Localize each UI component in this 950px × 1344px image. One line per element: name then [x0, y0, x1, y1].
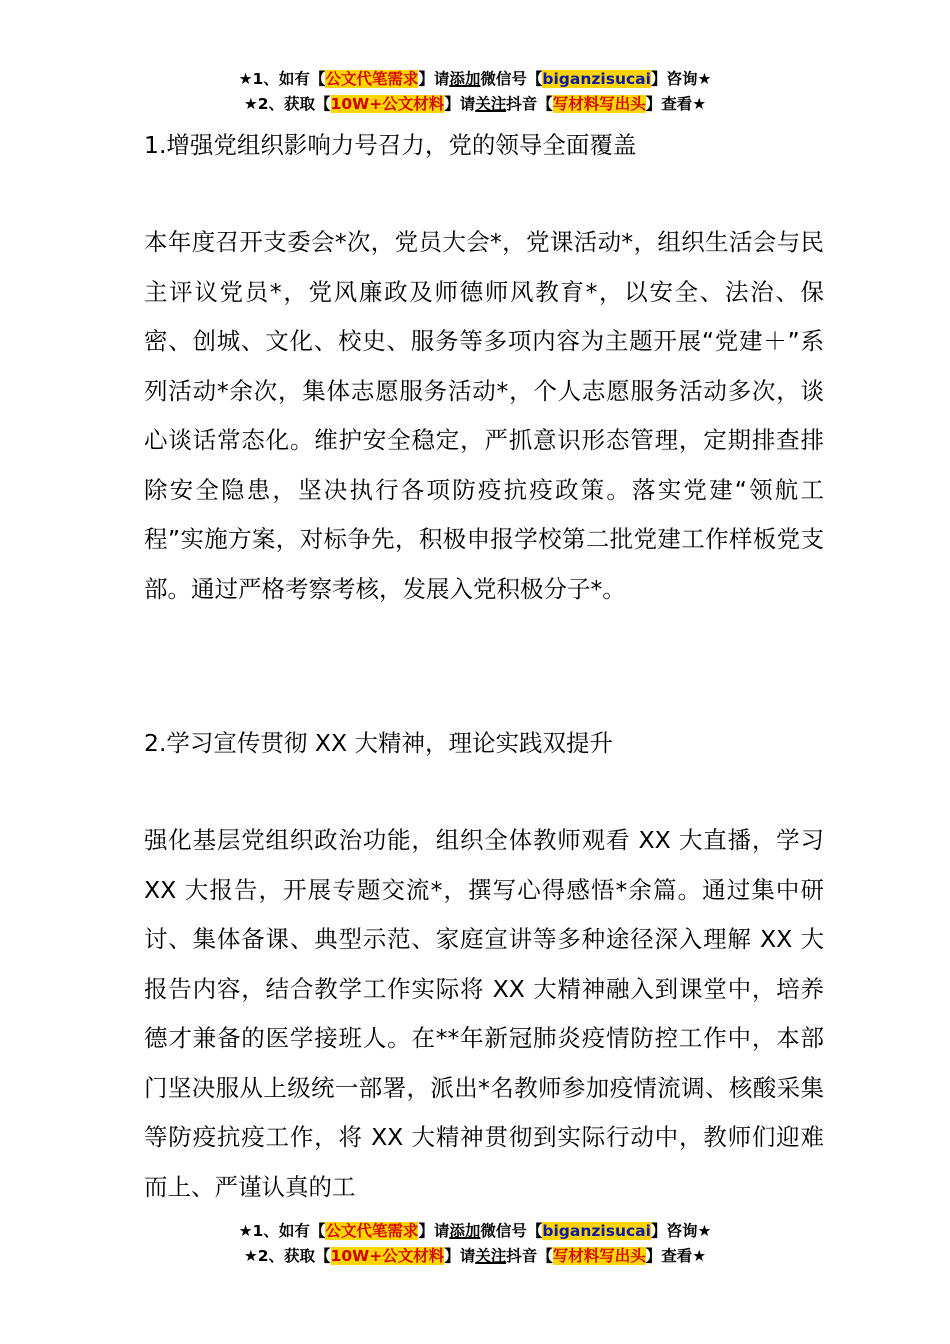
banner-line-1: ★1、如有【公文代笔需求】请添加微信号【biganzisucai】咨询★ [238, 1222, 712, 1240]
highlight-service: 公文代笔需求 [325, 1222, 419, 1240]
highlight-service: 公文代笔需求 [325, 70, 419, 88]
section-heading-1: 1.增强党组织影响力号召力，党的领导全面覆盖 [144, 131, 637, 159]
highlight-wechat-id: biganzisucai [542, 70, 651, 88]
highlight-douyin: 写材料写出头 [552, 95, 646, 113]
banner-line-2: ★2、获取【10W+公文材料】请关注抖音【写材料写出头】查看★ [243, 95, 707, 113]
bottom-banner [0, 1219, 950, 1269]
banner-line-1: ★1、如有【公文代笔需求】请添加微信号【biganzisucai】咨询★ [238, 70, 712, 88]
top-banner [0, 67, 950, 117]
section-paragraph-1: 本年度召开支委会*次，党员大会*，党课活动*，组织生活会与民主评议党员*，党风廉政及师德师风教育*，以安全、法治、保密、创城、文化、校史、服务等多项内容为主题开展“党建＋”系列活动*余次，集体志愿服务活动*，个人志愿服务活动多次，谈心谈话常态化。维护安全稳定，严抓意识形态管理，定期排查排除安全隐患，坚决执行各项防疫抗疫政策。落实党建“领航工程”实施方案，对标争先，积极申报学校第二批党建工作样板党支部。通过严格考察考核，发展入党积极分子*。 [144, 228, 824, 603]
highlight-materials: 10W+公文材料 [330, 95, 445, 113]
highlight-wechat-id: biganzisucai [542, 1222, 651, 1240]
highlight-douyin: 写材料写出头 [552, 1247, 646, 1265]
section-paragraph-2: 强化基层党组织政治功能，组织全体教师观看 XX 大直播，学习 XX 大报告，开展专题交流*，撰写心得感悟*余篇。通过集中研讨、集体备课、典型示范、家庭宣讲等多种途径深入理解 XX 大报告内容，结合教学工作实际将 XX 大精神融入到课堂中，培养德才兼备的医学接班人。在**年新冠肺炎疫情防控工作中，本部门坚决服从上级统一部署，派出*名教师参加疫情流调、核酸采集等防疫抗疫工作，将 XX 大精神贯彻到实际行动中，教师们迎难而上、严谨认真的工 [144, 826, 824, 1201]
section-heading-2: 2.学习宣传贯彻 XX 大精神，理论实践双提升 [144, 729, 614, 757]
banner-line-2: ★2、获取【10W+公文材料】请关注抖音【写材料写出头】查看★ [243, 1247, 707, 1265]
highlight-materials: 10W+公文材料 [330, 1247, 445, 1265]
